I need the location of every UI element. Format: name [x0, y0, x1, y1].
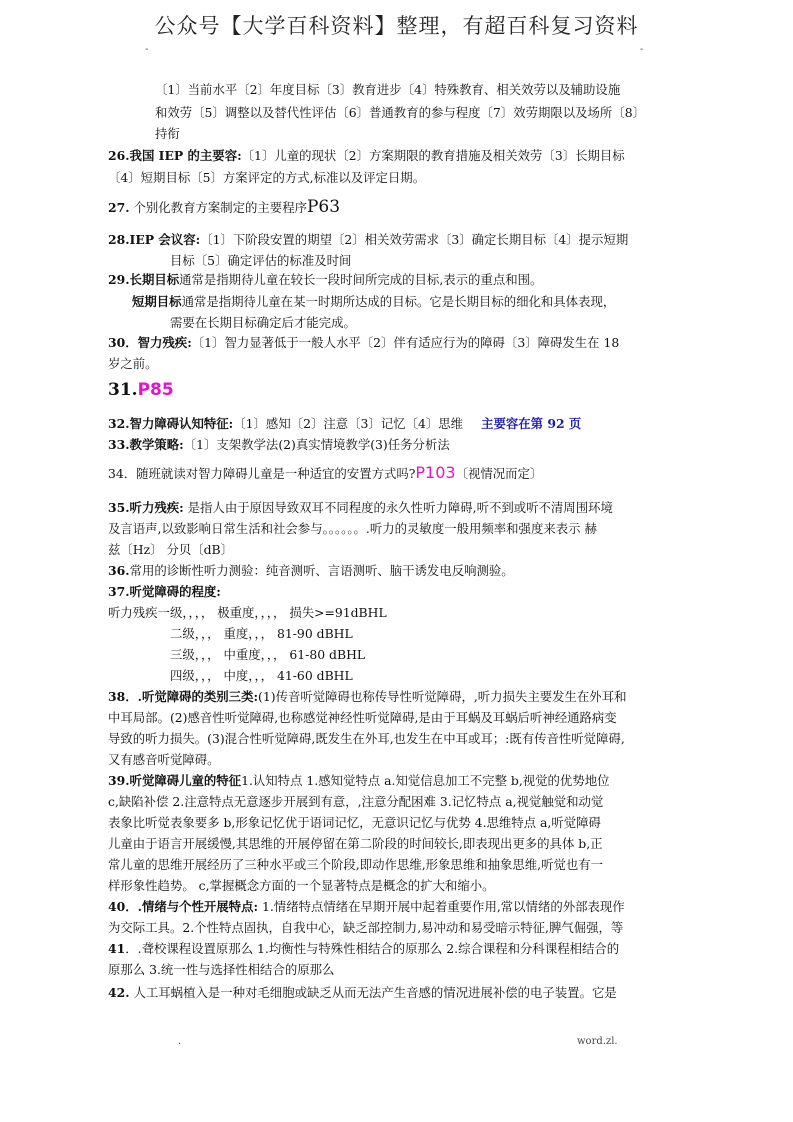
item-35 — [108, 498, 680, 519]
line-text: 三级，，， 中重度，，， 61-80 dBHL — [170, 647, 366, 662]
note-highlight: 主要容在第 92 页 — [481, 416, 582, 431]
item-29 — [108, 270, 680, 291]
item-heading: 40．.情绪与个性开展特点: — [108, 899, 259, 914]
item-heading: 39.听觉障碍儿童的特征 — [108, 773, 242, 788]
item-42 — [108, 983, 680, 1004]
line-text: 导致的听力损失。(3)混合性听觉障碍,既发生在外耳,也发生在中耳或耳；:既有传音性听觉障碍, — [108, 731, 625, 746]
footer-dot: . — [178, 1036, 182, 1047]
page-header: 公众号【大学百科资料】整理，有超百科复习资料 — [154, 14, 639, 38]
line-text: 原那么 3.统一性与选择性相结合的原那么 — [108, 962, 335, 977]
item-heading: 33.教学策略: — [108, 437, 184, 452]
item-heading: 38．.听觉障碍的类别三类: — [108, 689, 259, 704]
line-text: 需要在长期目标确定后才能完成。 — [170, 315, 356, 330]
item-heading: 29.长期目标 — [108, 272, 180, 287]
header-dash-right: - — [640, 44, 644, 55]
line-text: 听力残疾一级，，，， 极重度，，，， 损失>=91dBHL — [108, 605, 387, 620]
text-line — [108, 708, 680, 729]
item-heading: 31. — [108, 380, 138, 400]
line-text: 通常是指期待儿童在较长一段时间所完成的目标,表示的重点和围。 — [179, 272, 543, 287]
line-text: 兹〔Hz〕 分贝〔dB〕 — [108, 542, 234, 557]
text-line — [170, 251, 680, 272]
line-text: 持衔 — [155, 126, 180, 141]
line-text: c,缺陷补偿 2.注意特点无意逐步开展到有意，,注意分配困难 3.记忆特点 a,视觉触觉和动觉 — [108, 794, 604, 809]
item-heading: 26.我国 IEP 的主要容: — [108, 148, 242, 163]
text-line — [108, 855, 680, 876]
item-33 — [108, 435, 680, 456]
item-27 — [108, 194, 680, 221]
line-text: 〔1〕感知〔2〕注意〔3〕记忆〔4〕思维 — [233, 416, 464, 431]
page-reference: P103 — [415, 463, 456, 482]
item-32 — [108, 414, 680, 435]
item-heading: 35.听力残疾: — [108, 500, 184, 515]
line-text: 个别化教育方案制定的主要程序 — [129, 200, 307, 215]
item-heading: 42. — [108, 985, 130, 1000]
line-text: 〔1〕下阶段安置的期望〔2〕相关效劳需求〔3〕确定长期目标〔4〕提示短期 — [200, 232, 629, 247]
item-41 — [108, 939, 680, 960]
text-line — [108, 960, 680, 981]
text-line — [155, 80, 680, 101]
line-text: 表象比听觉表象要多 b,形象记忆优于语词记忆，无意识记忆与优势 4.思维特点 a,听觉障碍 — [108, 815, 601, 830]
page-reference: P85 — [137, 380, 174, 400]
line-text: 中耳局部。(2)感音性听觉障碍,也称感觉神经性听觉障碍,是由于耳蜗及耳蜗后听神经通路病变 — [108, 710, 617, 725]
text-line — [108, 918, 680, 939]
item-heading: 37.听觉障碍的程度: — [108, 584, 221, 599]
item-34 — [108, 460, 680, 487]
text-line — [108, 354, 680, 375]
line-text: 34．随班就读对智力障碍儿童是一种适宜的安置方式吗? — [108, 466, 416, 481]
text-line — [108, 813, 680, 834]
page-reference: P63 — [306, 197, 341, 217]
line-text: 二级，，， 重度，，， 81-90 dBHL — [170, 626, 353, 641]
item-heading: 27. — [108, 200, 130, 215]
line-text: 儿童由于语言开展缓慢,其思维的开展停留在第二阶段的时间较长,即表现出更多的具体 b,正 — [108, 836, 603, 851]
item-38 — [108, 687, 680, 708]
text-line — [170, 645, 680, 666]
item-36 — [108, 561, 680, 582]
item-heading: 32.智力障碍认知特征: — [108, 416, 234, 431]
text-line — [108, 834, 680, 855]
line-text: 人工耳蜗植入是一种对毛细胞或缺乏从而无法产生音感的情况进展补偿的电子装置。它是 — [129, 985, 617, 1000]
text-line — [170, 624, 680, 645]
text-line — [170, 313, 680, 334]
line-text: 岁之前。 — [108, 356, 158, 371]
item-39 — [108, 771, 680, 792]
item-heading: 36. — [108, 563, 130, 578]
text-line — [108, 603, 680, 624]
text-line — [170, 666, 680, 687]
line-text: 1.认知特点 1.感知觉特点 a.知觉信息加工不完整 b,视觉的优势地位 — [241, 773, 610, 788]
line-text: 〔视情况而定〕 — [455, 466, 543, 481]
item-heading: 短期目标 — [132, 294, 182, 309]
text-line — [108, 876, 680, 897]
item-40 — [108, 897, 680, 918]
header-dash-left: - — [145, 44, 149, 55]
line-text: 常用的诊断性听力测验：纯音测听、言语测听、脑干诱发电反响测验。 — [129, 563, 514, 578]
text-line — [108, 519, 680, 540]
item-heading: 28.IEP 会议容: — [108, 232, 201, 247]
line-text: 是指人由于原因导致双耳不同程度的永久性听力障碍,听不到或听不清周围环境 — [183, 500, 613, 515]
item-37 — [108, 582, 680, 603]
text-line — [108, 540, 680, 561]
line-text: 〔1〕支架教学法(2)真实情境教学(3)任务分析法 — [183, 437, 450, 452]
text-line — [108, 750, 680, 771]
item-31 — [108, 376, 680, 405]
text-line — [132, 292, 680, 313]
line-text: 〔1〕智力显著低于一般人水平〔2〕伴有适应行为的障碍〔3〕障碍发生在 18 — [191, 335, 620, 350]
text-line — [108, 792, 680, 813]
item-heading: 41 — [108, 941, 126, 956]
line-text: 又有感音听觉障碍。 — [108, 752, 220, 767]
line-text: 目标〔5〕确定评估的标准及时间 — [170, 253, 352, 268]
text-line — [108, 168, 680, 189]
line-text: 〔1〕当前水平〔2〕年度目标〔3〕教育进步〔4〕特殊教育、相关效劳以及辅助设施 — [155, 82, 621, 97]
line-text: 样形象性趋势。 c,掌握概念方面的一个显著特点是概念的扩大和缩小。 — [108, 878, 495, 893]
item-28 — [108, 230, 680, 251]
line-text: 1.情绪特点情绪在早期开展中起着重要作用,常以情绪的外部表现作 — [258, 899, 625, 914]
footer-label: word.zl. — [577, 1036, 618, 1047]
item-heading: 30．智力残疾: — [108, 335, 192, 350]
line-text: 为交际工具。2.个性特点固执，自我中心，缺乏部控制力,易冲动和易受暗示特征,脾气倔强，等 — [108, 920, 624, 935]
line-text: 及言语声,以致影响日常生活和社会参与。。。。。。.听力的灵敏度一般用频率和强度来表示 赫 — [108, 521, 597, 536]
line-text: 〔4〕短期目标〔5〕方案评定的方式,标准以及评定日期。 — [108, 170, 426, 185]
line-text: 和效劳〔5〕调整以及替代性评估〔6〕普通教育的参与程度〔7〕效劳期限以及场所〔8〕 — [155, 105, 645, 120]
line-text: 四级，，， 中度，，， 41-60 dBHL — [170, 668, 353, 683]
item-30 — [108, 333, 680, 354]
line-text: 通常是指期待儿童在某一时期所达成的目标。它是长期目标的细化和具体表现， — [181, 294, 616, 309]
line-text: (1)传音听觉障碍也称传导性听觉障碍，,听力损失主要发生在外耳和 — [258, 689, 627, 704]
text-line — [108, 729, 680, 750]
item-26 — [108, 146, 680, 167]
text-line — [155, 124, 680, 145]
line-text: 常儿童的思维开展经历了三种水平或三个阶段,即动作思维,形象思维和抽象思维,听觉也有一 — [108, 857, 604, 872]
text-line — [155, 103, 680, 124]
line-text: 〔1〕儿童的现状〔2〕方案期限的教育措施及相关效劳〔3〕长期目标 — [241, 148, 625, 163]
line-text: ．.聋校课程设置原那么 1.均衡性与特殊性相结合的原那么 2.综合课程和分科课程相结合的 — [125, 941, 620, 956]
